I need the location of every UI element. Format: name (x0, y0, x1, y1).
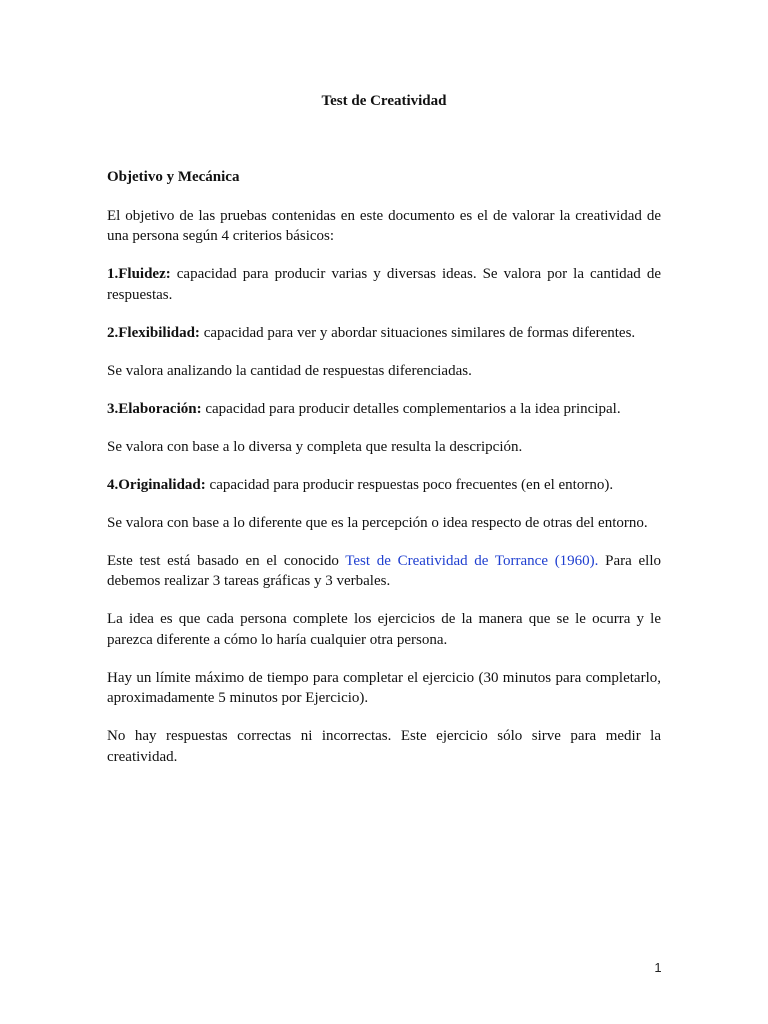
intro-paragraph: El objetivo de las pruebas contenidas en este documento es el de valorar la creatividad de una persona según 4 criterios básicos: (107, 207, 661, 244)
note-flexibilidad: Se valora analizando la cantidad de respuestas diferenciadas. (107, 362, 472, 379)
criterion-term: 2.Flexibilidad: (107, 324, 200, 341)
section-heading: Objetivo y Mecánica (107, 169, 240, 185)
idea-paragraph: La idea es que cada persona complete los ejercicios de la manera que se le ocurra y le parezca diferente a cómo lo haría cualquier otra persona. (107, 611, 661, 648)
criterion-flexibilidad (107, 323, 661, 344)
torrance-text-before: Este test está basado en el conocido (107, 552, 346, 569)
document-body (107, 167, 661, 785)
note-originalidad: Se valora con base a lo diferente que es la percepción o idea respecto de otras del entorno. (107, 514, 648, 531)
page-number: 1 (654, 960, 662, 975)
criterion-description: capacidad para producir varias y diversas ideas. Se valora por la cantidad de respuestas. (107, 266, 661, 303)
criterion-originalidad (107, 475, 661, 496)
torrance-text-after: Para ello debemos realizar 3 tareas gráficas y 3 verbales. (107, 552, 661, 589)
document-title: Test de Creatividad (321, 93, 447, 109)
criterion-description: capacidad para ver y abordar situaciones similares de formas diferentes. (199, 324, 636, 341)
criterion-fluidez (107, 264, 661, 305)
criterion-term: 3.Elaboración: (107, 400, 202, 417)
time-limit-paragraph: Hay un límite máximo de tiempo para completar el ejercicio (30 minutos para completarlo, aproximadamente 5 minutos por Ejercicio). (107, 669, 661, 706)
criterion-elaboracion (107, 399, 661, 420)
criterion-term: 1.Fluidez: (107, 266, 171, 282)
criterion-description: capacidad para producir detalles complementarios a la idea principal. (201, 400, 621, 417)
criterion-description: capacidad para producir respuestas poco frecuentes (en el entorno). (205, 476, 614, 493)
torrance-paragraph (107, 551, 661, 592)
closing-paragraph: No hay respuestas correctas ni incorrectas. Este ejercicio sólo sirve para medir la creatividad. (107, 728, 661, 765)
note-elaboracion: Se valora con base a lo diversa y completa que resulta la descripción. (107, 438, 523, 455)
torrance-link[interactable]: Test de Creatividad de Torrance (1960). (345, 552, 599, 569)
criterion-term: 4.Originalidad: (107, 476, 206, 493)
